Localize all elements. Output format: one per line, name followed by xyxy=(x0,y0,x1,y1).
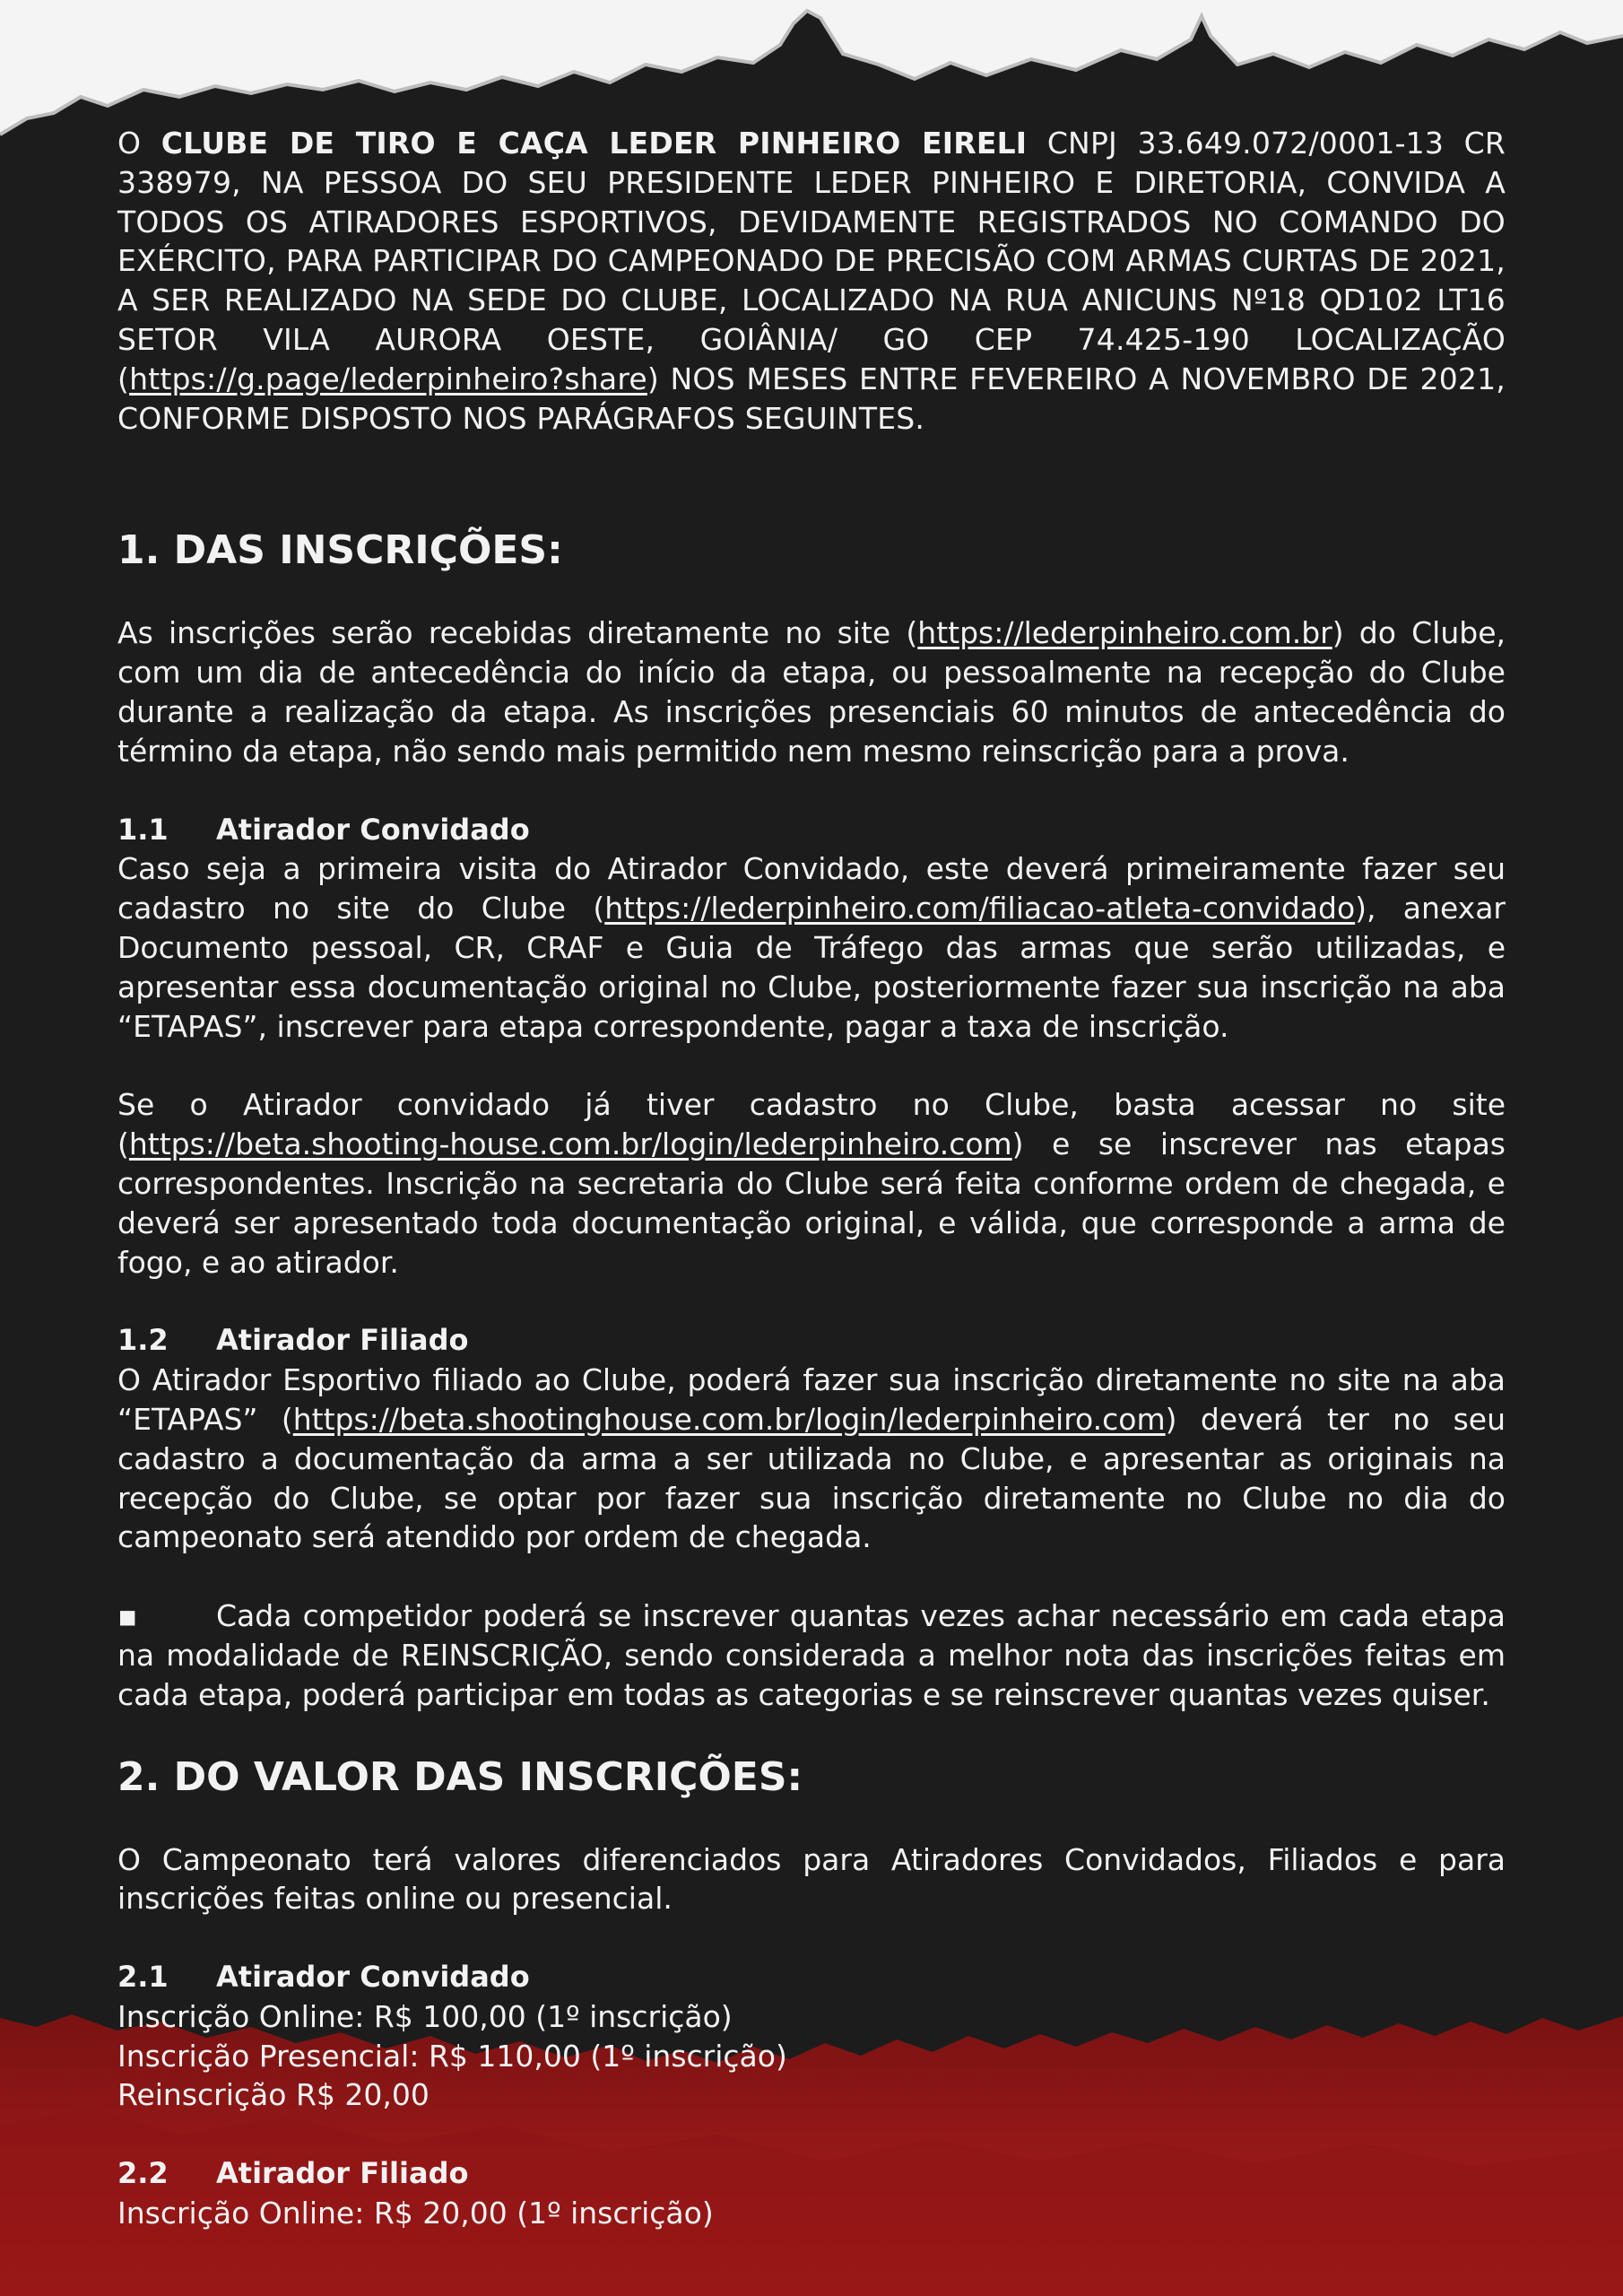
section-1-paragraph xyxy=(117,613,1506,770)
intro-paragraph xyxy=(117,124,1506,438)
subsection-text-end: ) e se inscrever nas etapas correspondentes. Inscrição na secretaria do Clube será feita conforme ordem de chegada, e deverá ser apresentado toda documentação original, e válida, que corresponde a arma de fogo, e ao atirador. xyxy=(117,1126,1506,1280)
section-2-title: 2. DO VALOR DAS INSCRIÇÕES: xyxy=(117,1753,803,1800)
subsection-text: Caso seja a primeira visita do Atirador Convidado, este deverá primeiramente fazer seu cadastro no site do Clube ( xyxy=(117,851,1506,926)
subsection-text-end: ) deverá ter no seu cadastro a documentação da arma a ser utilizada no Clube, e apresentar as originais na recepção do Clube, se optar por fazer sua inscrição diretamente no Clube no dia do campeonato será atendido por ordem de chegada. xyxy=(117,1401,1506,1555)
spacer xyxy=(117,1715,1506,1754)
intro-lead: O xyxy=(117,126,161,161)
subsection-title: Atirador Convidado xyxy=(216,812,530,847)
section-1-text: As inscrições serão recebidas diretamente no site ( xyxy=(117,615,918,651)
spacer xyxy=(117,574,1506,613)
spacer xyxy=(117,1557,1506,1596)
subsection-1-1-heading xyxy=(117,811,1506,850)
subsection-text-end: ), anexar Documento pessoal, CR, CRAF e Guia de Tráfego das armas que serão utilizadas, e apresentar essa documentação original no Clube, posteriormente fazer sua inscrição na aba “ETAPAS”, inscrever para etapa correspondente, pagar a taxa de inscrição. xyxy=(117,891,1506,1044)
spacer xyxy=(117,438,1506,527)
subsection-number: 2.1 xyxy=(117,1960,169,1995)
bullet-text: Cada competidor poderá se inscrever quantas vezes achar necessário em cada etapa na modalidade de REINSCRIÇÃO, sendo considerada a melhor nota das inscrições feitas em cada etapa, poderá participar em todas as categorias e se reinscrever quantas vezes quiser. xyxy=(117,1598,1506,1712)
subsection-title: Atirador Filiado xyxy=(216,2156,469,2191)
spacer xyxy=(117,771,1506,811)
section-1-text-end: ) do Clube, com um dia de antecedência do início da etapa, ou pessoalmente na recepção do Clube durante a realização da etapa. As inscrições presenciais 60 minutos de antecedência do término da etapa, não sendo mais permitido nem mesmo reinscrição para a prova. xyxy=(117,615,1506,769)
intro-text-end: ) NOS MESES ENTRE FEVEREIRO A NOVEMBRO DE 2021, CONFORME DISPOSTO NOS PARÁGRAFOS SEGUINTES. xyxy=(117,361,1506,436)
shootinghouse-login-link[interactable]: https://beta.shooting-house.com.br/login/lederpinheiro.com xyxy=(128,1126,1012,1162)
subsection-1-2-paragraph xyxy=(117,1361,1506,1557)
price-line: Inscrição Presencial: R$ 110,00 (1º inscrição) xyxy=(117,2038,787,2074)
intro-text: CNPJ 33.649.072/0001-13 CR 338979, NA PESSOA DO SEU PRESIDENTE LEDER PINHEIRO E DIRETORIA, CONVIDA A TODOS OS ATIRADORES ESPORTIVOS, DEVIDAMENTE REGISTRADOS NO COMANDO DO EXÉRCITO, PARA PARTICIPAR DO CAMPEONADO DE PRECISÃO COM ARMAS CURTAS DE 2021, A SER REALIZADO NA SEDE DO CLUBE, LOCALIZADO NA RUA ANICUNS Nº18 QD102 LT16 SETOR VILA AURORA OESTE, GOIÂNIA/ GO CEP 74.425-190 LOCALIZAÇÃO ( xyxy=(117,126,1506,396)
subsection-number: 1.1 xyxy=(117,812,169,847)
subsection-1-1-paragraph-2 xyxy=(117,1085,1506,1282)
member-login-link[interactable]: https://beta.shootinghouse.com.br/login/lederpinheiro.com xyxy=(292,1401,1166,1437)
subsection-1-2-heading xyxy=(117,1321,1506,1361)
subsection-2-2-heading xyxy=(117,2154,1506,2194)
subsection-1-1-paragraph-1 xyxy=(117,849,1506,1046)
spacer xyxy=(117,1046,1506,1085)
spacer xyxy=(117,1918,1506,1958)
regulation-document xyxy=(117,124,1506,2233)
price-line: Inscrição Online: R$ 20,00 (1º inscrição) xyxy=(117,2196,714,2231)
subsection-number: 1.2 xyxy=(117,1323,169,1358)
location-link[interactable]: https://g.page/lederpinheiro?share xyxy=(129,361,647,396)
bullet-icon: ▪ xyxy=(117,1598,138,1634)
spacer xyxy=(117,2115,1506,2154)
subsection-text: O Atirador Esportivo filiado ao Clube, poderá fazer sua inscrição diretamente no site na aba “ETAPAS” ( xyxy=(117,1362,1506,1437)
subsection-number: 2.2 xyxy=(117,2156,169,2191)
guest-price-list xyxy=(117,1997,1506,2115)
section-2-paragraph: O Campeonato terá valores diferenciados para Atiradores Convidados, Filiados e para inscrições feitas online ou presencial. xyxy=(117,1841,1506,1917)
subsection-title: Atirador Convidado xyxy=(216,1960,530,1995)
spacer xyxy=(117,1282,1506,1321)
subsection-text: Se o Atirador convidado já tiver cadastro no Clube, basta acessar no site ( xyxy=(117,1087,1506,1162)
club-name: CLUBE DE TIRO E CAÇA LEDER PINHEIRO EIRELI xyxy=(161,126,1028,161)
section-1-title: 1. DAS INSCRIÇÕES: xyxy=(117,527,563,574)
price-line: Reinscrição R$ 20,00 xyxy=(117,2077,430,2113)
member-price-list xyxy=(117,2194,1506,2233)
price-line: Inscrição Online: R$ 100,00 (1º inscrição) xyxy=(117,1998,733,2034)
club-site-link[interactable]: https://lederpinheiro.com.br xyxy=(917,615,1332,651)
subsection-title: Atirador Filiado xyxy=(216,1323,469,1358)
guest-registration-link[interactable]: https://lederpinheiro.com/filiacao-atleta-convidado xyxy=(604,891,1356,926)
subsection-2-1-heading xyxy=(117,1958,1506,1997)
reinscription-bullet xyxy=(117,1596,1506,1714)
spacer xyxy=(117,1801,1506,1840)
